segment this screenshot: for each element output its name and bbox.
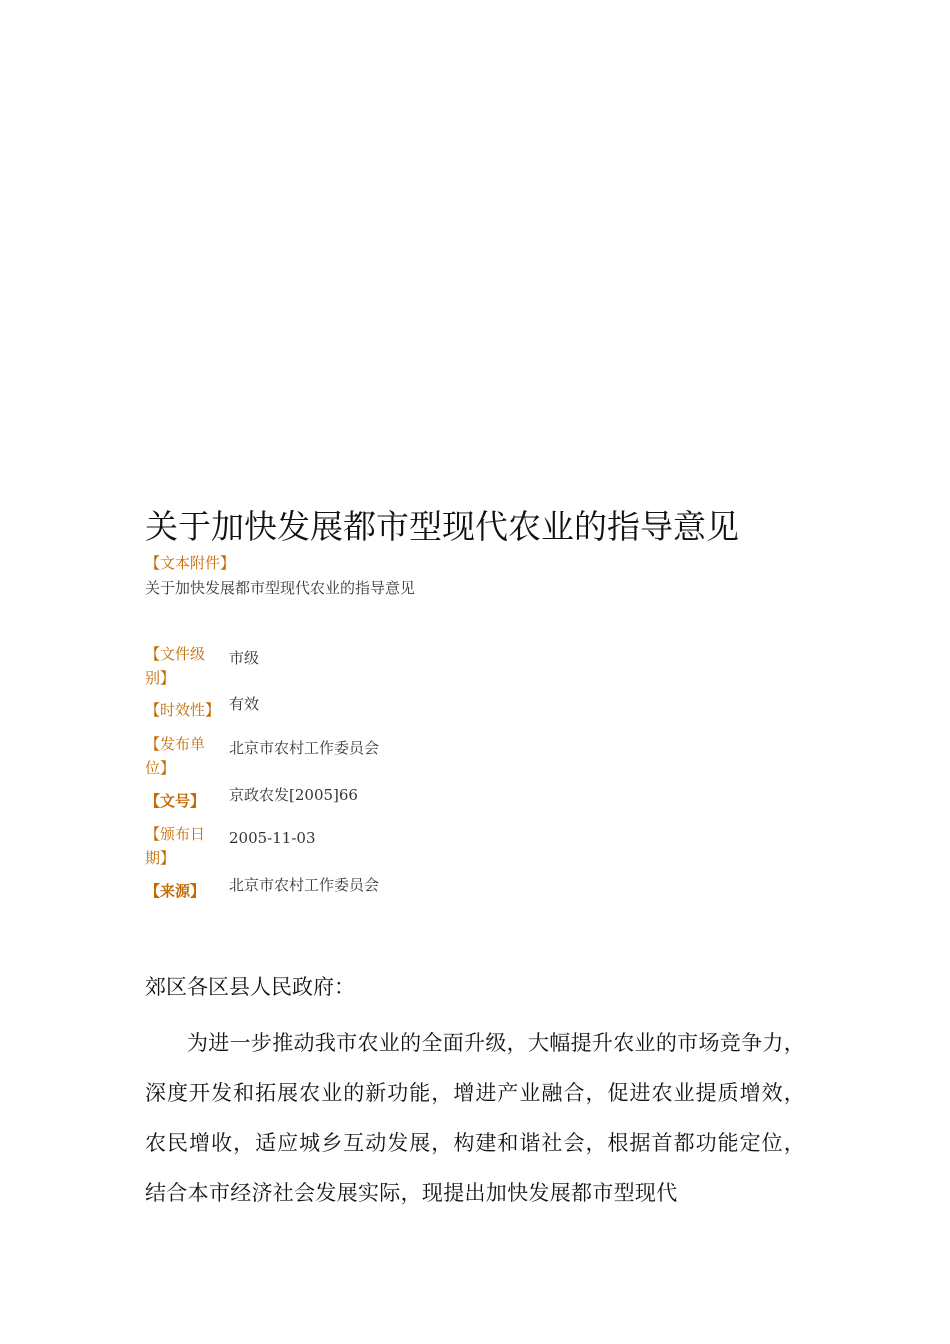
- meta-label-level: 【文件级别】: [145, 645, 206, 687]
- document-title: 关于加快发展都市型现代农业的指导意见: [145, 507, 739, 546]
- attachment-label: 【文本附件】: [145, 554, 236, 572]
- meta-row-date: [145, 822, 645, 870]
- attachment-link[interactable]: 关于加快发展都市型现代农业的指导意见: [145, 579, 416, 597]
- meta-value-issuer: 北京市农村工作委员会: [229, 739, 380, 757]
- meta-value-docnum: 京政农发[2005]66: [229, 786, 358, 804]
- meta-label-date: 【颁布日期】: [145, 825, 206, 867]
- meta-label-issuer: 【发布单位】: [145, 735, 206, 777]
- meta-value-date: 2005-11-03: [229, 829, 316, 847]
- salutation: 郊区各区县人民政府：: [145, 975, 355, 999]
- meta-row-issuer: [145, 732, 645, 780]
- body-paragraph: 为进一步推动我市农业的全面升级，大幅提升农业的市场竞争力，深度开发和拓展农业的新功能，增进产业融合，促进农业提质增效，农民增收，适应城乡互动发展，构建和谐社会，根据首都功能定位，结合本市经济社会发展实际，现提出加快发展都市型现代: [145, 1031, 805, 1205]
- meta-row-validity: [145, 695, 645, 722]
- meta-label-docnum: 【文号】: [145, 792, 206, 810]
- meta-value-validity: 有效: [229, 695, 260, 713]
- meta-row-source: [145, 876, 645, 903]
- meta-label-validity: 【时效性】: [145, 701, 221, 719]
- meta-row-level: [145, 642, 645, 690]
- meta-value-level: 市级: [229, 649, 260, 667]
- meta-row-docnum: [145, 786, 645, 813]
- meta-value-source: 北京市农村工作委员会: [229, 876, 380, 894]
- meta-label-source: 【来源】: [145, 882, 206, 900]
